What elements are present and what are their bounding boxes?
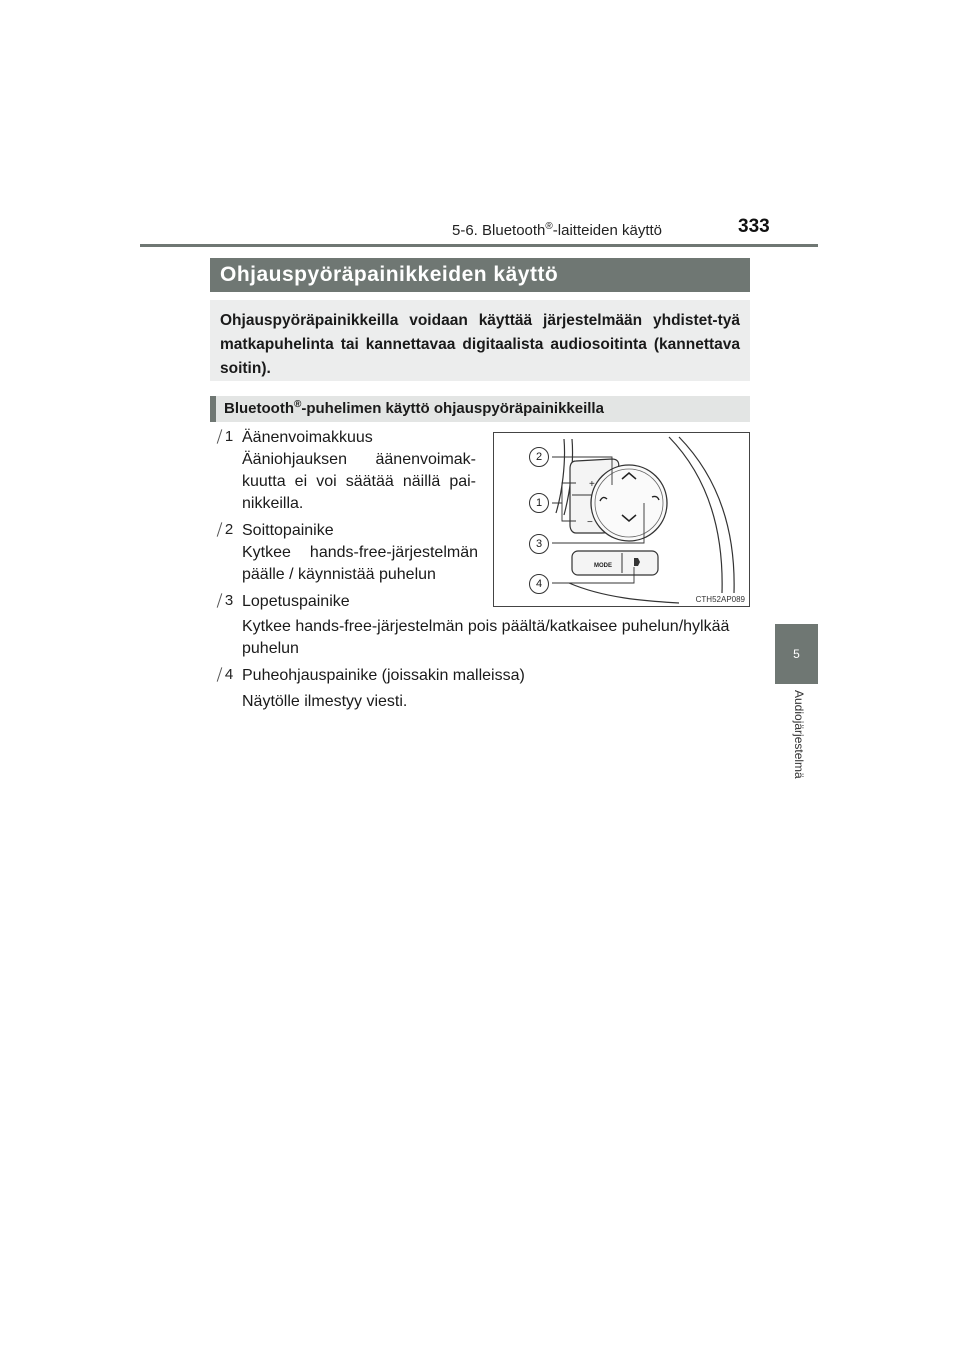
item-title: Puheohjauspainike (joissakin malleissa) (242, 667, 525, 684)
section-intro: Ohjauspyöräpainikkeilla voidaan käyttää järjestelmään yhdistet-tyä matkapuhelinta tai kannettavaa digitaalista audiosoitinta (kannettava soitin). (210, 300, 750, 381)
item-desc-line: Ääniohjauksen äänenvoimak- (242, 451, 476, 468)
item-number: 4 (222, 666, 236, 683)
item-desc-line: nikkeilla. (242, 495, 304, 512)
item-desc-line: Kytkee hands-free-järjestelmän pois päältä/katkaisee puhelun/hylkää (242, 618, 730, 635)
item-desc-line: päälle / käynnistää puhelun (242, 566, 436, 583)
subsection-title-suffix: -puhelimen käyttö ohjauspyöräpainikkeilla (301, 400, 604, 417)
registered-mark: ® (293, 399, 302, 410)
minus-label: − (587, 517, 593, 528)
section-title: Ohjauspyöräpainikkeiden käyttö (210, 258, 750, 292)
item-title: Lopetuspainike (242, 593, 350, 610)
subsection-title (210, 396, 750, 422)
header-divider (140, 244, 818, 247)
item-desc-line: Kytkee hands-free-järjestelmän (242, 544, 478, 561)
chapter-label: Audiojärjestelmä (792, 690, 806, 779)
figure-callout: 3 (529, 534, 549, 554)
registered-mark: ® (545, 221, 553, 232)
item-desc-line: puhelun (242, 640, 299, 657)
item-number: 1 (222, 428, 236, 445)
chapter-tab: 5 (775, 624, 818, 684)
plus-label: + (589, 479, 595, 490)
item-title: Äänenvoimakkuus (242, 429, 373, 446)
figure-callout: 1 (529, 493, 549, 513)
item-number: 3 (222, 592, 236, 609)
header-title-text: 5-6. Bluetooth (452, 222, 546, 239)
header-title-suffix: -laitteiden käyttö (552, 222, 663, 239)
page-number: 333 (738, 216, 770, 237)
item-desc-line: kuutta ei voi säätää näillä pai- (242, 473, 476, 490)
figure-code: CTH52AP089 (695, 595, 745, 604)
mode-label: MODE (594, 563, 612, 569)
item-desc-line: Näytölle ilmestyy viesti. (242, 693, 408, 710)
figure-callout: 2 (529, 447, 549, 467)
running-header-title (452, 221, 692, 239)
steering-wheel-buttons-figure (493, 432, 750, 607)
subsection-title-text: Bluetooth (224, 400, 294, 417)
figure-callout: 4 (529, 574, 549, 594)
item-title: Soittopainike (242, 522, 334, 539)
item-number: 2 (222, 521, 236, 538)
